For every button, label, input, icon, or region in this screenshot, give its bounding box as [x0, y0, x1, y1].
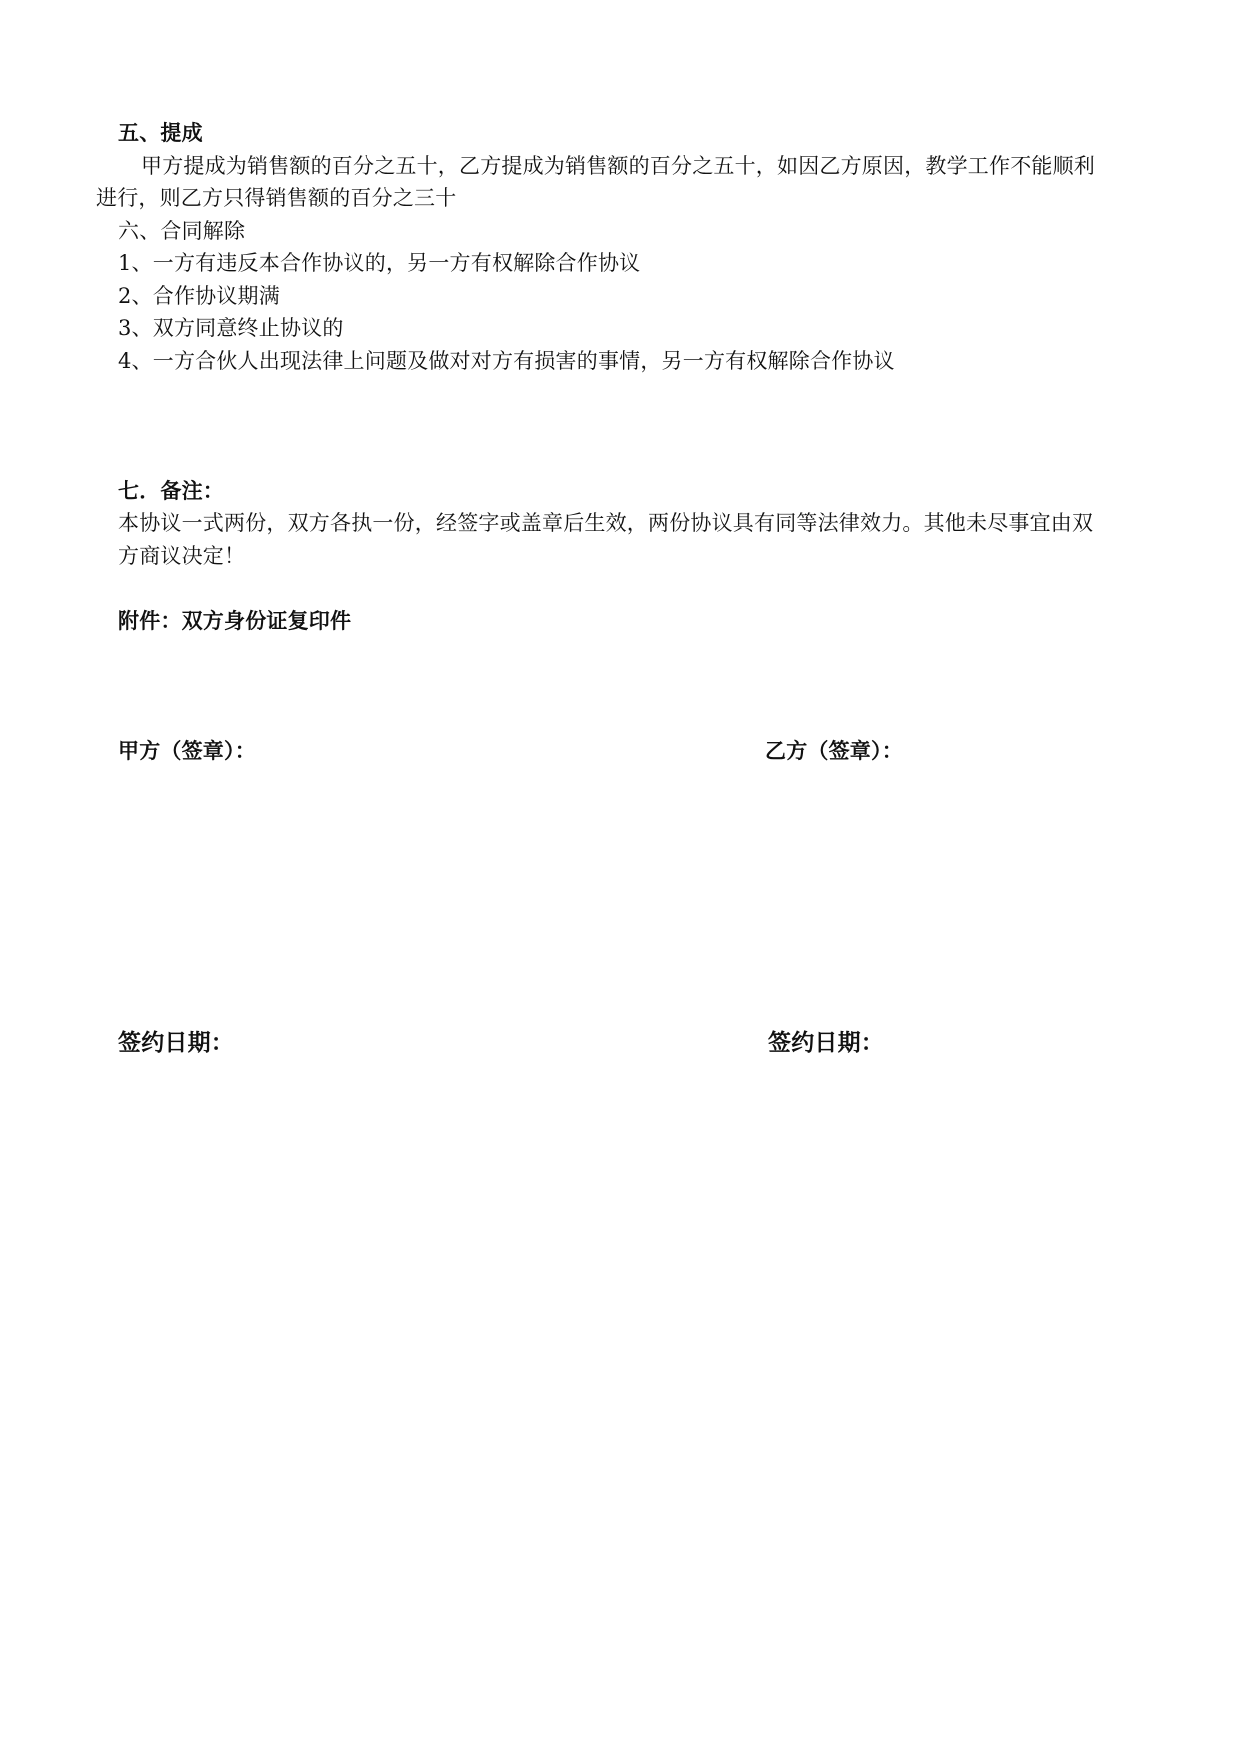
section6-item-4: 4、一方合伙人出现法律上问题及做对对方有损害的事情，另一方有权解除合作协议 — [118, 349, 895, 373]
section7-paragraph-line1: 本协议一式两份，双方各执一份，经签字或盖章后生效，两份协议具有同等法律效力。其他未尽事宜由双 — [118, 511, 1094, 535]
attachment-note: 附件：双方身份证复印件 — [118, 609, 352, 633]
section7-paragraph-line2: 方商议决定！ — [118, 544, 246, 568]
party-b-sign-date-label: 签约日期： — [768, 1030, 884, 1056]
party-a-sign-date-label: 签约日期： — [118, 1030, 234, 1056]
section5-heading: 五、提成 — [118, 121, 203, 145]
section6-item-2: 2、合作协议期满 — [118, 284, 280, 308]
party-a-signature-label: 甲方（签章）： — [118, 739, 256, 763]
section5-paragraph-line2: 进行，则乙方只得销售额的百分之三十 — [96, 186, 457, 210]
section6-item-3: 3、双方同意终止协议的 — [118, 316, 344, 340]
party-b-signature-label: 乙方（签章）： — [765, 739, 903, 763]
section7-heading: 七．备注： — [118, 479, 224, 503]
section5-paragraph-line1: 甲方提成为销售额的百分之五十，乙方提成为销售额的百分之五十，如因乙方原因，教学工作不能顺利 — [141, 154, 1095, 178]
section6-item-1: 1、一方有违反本合作协议的，另一方有权解除合作协议 — [118, 251, 641, 275]
section6-heading: 六、合同解除 — [118, 219, 246, 243]
